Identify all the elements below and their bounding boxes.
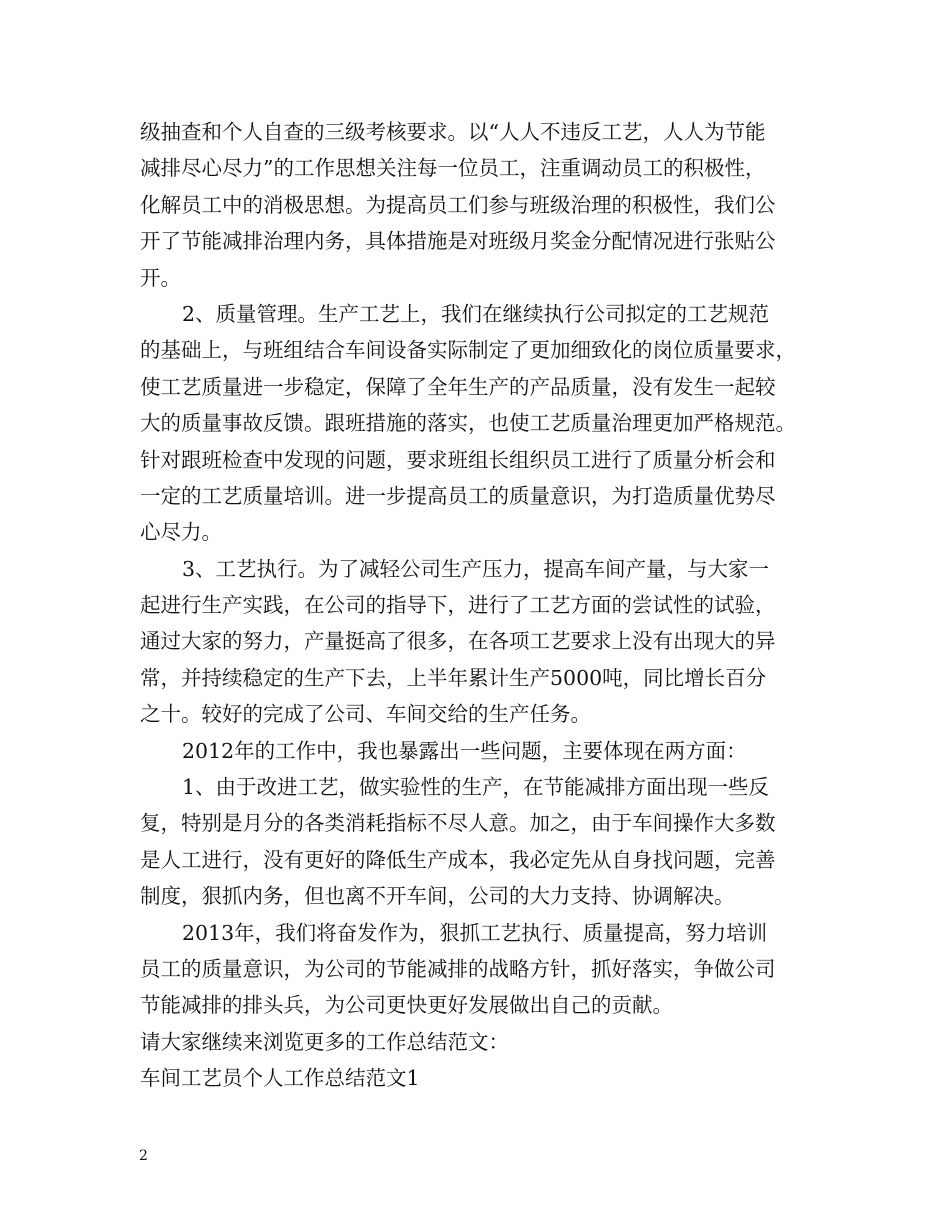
text-line: 使工艺质量进一步稳定，保障了全年生产的产品质量，没有发生一起较 xyxy=(140,374,776,399)
text-line: 车间工艺员个人工作总结范文1 xyxy=(140,1066,420,1091)
text-line: 制度，狠抓内务，但也离不开车间，公司的大力支持、协调解决。 xyxy=(140,884,735,909)
text-line: 复，特别是月分的各类消耗指标不尽人意。加之，由于车间操作大多数 xyxy=(140,811,776,836)
text-line: 2013年，我们将奋发作为，狠抓工艺执行、质量提高，努力培训 xyxy=(182,920,768,945)
text-line: 1、由于改进工艺，做实验性的生产，在节能减排方面出现一些反 xyxy=(182,775,770,800)
text-line: 开。 xyxy=(140,265,181,290)
text-line: 常，并持续稳定的生产下去，上半年累计生产5000吨，同比增长百分 xyxy=(140,665,767,690)
page-number: 2 xyxy=(139,1148,148,1164)
text-line: 大的质量事故反馈。跟班措施的落实，也使工艺质量治理更加严格规范。 xyxy=(140,411,796,436)
text-line: 通过大家的努力，产量挺高了很多，在各项工艺要求上没有出现大的异 xyxy=(140,629,776,654)
text-line: 2、质量管理。生产工艺上，我们在继续执行公司拟定的工艺规范 xyxy=(182,301,770,326)
text-line: 3、工艺执行。为了减轻公司生产压力，提高车间产量，与大家一 xyxy=(182,556,770,581)
text-line: 请大家继续来浏览更多的工作总结范文： xyxy=(140,1029,509,1054)
text-line: 级抽查和个人自查的三级考核要求。以“人人不违反工艺，人人为节能 xyxy=(140,120,766,144)
text-line: 节能减排的排头兵，为公司更快更好发展做出自己的贡献。 xyxy=(140,993,673,1018)
text-line: 员工的质量意识，为公司的节能减排的战略方针，抓好落实，争做公司 xyxy=(140,956,776,981)
text-line: 之十。较好的完成了公司、车间交给的生产任务。 xyxy=(140,702,591,727)
text-line: 化解员工中的消极思想。为提高员工们参与班级治理的积极性，我们公 xyxy=(140,192,776,217)
document-body xyxy=(140,114,820,1097)
text-line: 针对跟班检查中发现的问题，要求班组长组织员工进行了质量分析会和 xyxy=(140,447,776,472)
text-line: 2012年的工作中，我也暴露出一些问题，主要体现在两方面： xyxy=(182,738,747,763)
text-line: 减排尽心尽力”的工作思想关注每一位员工，注重调动员工的积极性， xyxy=(140,156,766,181)
text-line: 心尽力。 xyxy=(140,520,222,545)
text-line: 开了节能减排治理内务，具体措施是对班级月奖金分配情况进行张贴公 xyxy=(140,229,776,254)
text-line: 是人工进行，没有更好的降低生产成本，我必定先从自身找问题，完善 xyxy=(140,847,776,872)
text-line: 起进行生产实践，在公司的指导下，进行了工艺方面的尝试性的试验， xyxy=(140,593,776,618)
text-line: 的基础上，与班组结合车间设备实际制定了更加细致化的岗位质量要求， xyxy=(140,338,796,363)
text-line: 一定的工艺质量培训。进一步提高员工的质量意识，为打造质量优势尽 xyxy=(140,483,776,508)
